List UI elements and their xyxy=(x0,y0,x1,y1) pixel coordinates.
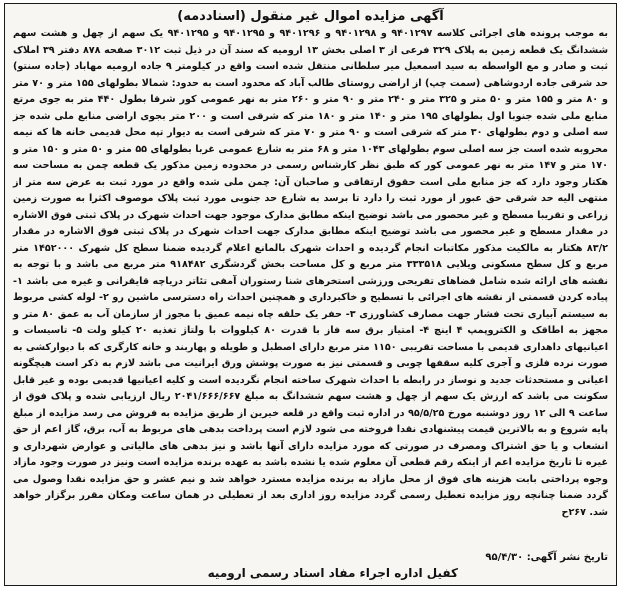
publish-date-label: تاریخ نشر آگهی: xyxy=(526,552,608,563)
signature-line: کفیل اداره اجراء مفاد اسناد رسمی ارومیه xyxy=(207,566,458,580)
notice-body: به موجب پرونده های اجرائی کلاسه ۹۴۰۱۲۹۷ و ۹۴۰۱۲۹۸ و ۹۴۰۱۲۹۶ و ۹۴۰۱۲۹۵ و ۹۴۰۱۲۹۵ یک سهم از چهل و هشت سهم ششدانگ یک قطعه زمین به پلاک ۳۲۹ فرعی از ۳ اصلی بخش ۱۳ ارومیه که سند آن در ذیل ثبت ۳۰۱۲ صفحه ۸۷۸ دفتر ۳۹ املاک ثبت و صادر و مع الواسطه به سید اسمعیل میر سلطانی منتقل شده است واقع در کیلومتر ۹ جاده ارومیه مهاباد (جاده سنتو) حد شرقی جاده اردوشاهی (سمت چپ) از اراضی روستای طالب آباد که محدود است به حدود: شمالا بطولهای ۱۵۵ متر و ۷۰ متر و ۸۰ متر و ۱۵۵ متر و ۵۰ متر و ۳۲۵ متر و ۲۴۰ متر و ۹۰ متر و ۲۶۰ متر به نهر عمومی کور شرقا بطول ۴۴۰ متر به جوی مرتع منابع ملی شده جنوبا اول بطولهای ۱۹۵ متر و ۱۴۰ متر و ۱۸۰ متر که شرقی است و ۲۰۰ متر بجوی اراضی منابع ملی شده جز سه اصلی و دوم بطولهای ۳۰ متر که شرقی است و ۹۰ متر و ۷۰ متر که شرقی است به دیوار تپه محل قدیمی خانه ها که نیمه محروبه شده است جز سه اصلی سوم بطولهای ۱۰۴۳ متر و ۶۸ متر به شارع عمومی غربا بطولهای ۵۵ متر و ۵۰ متر و ۱۵۰ متر و ۱۷۰ متر و ۱۴۷ متر به نهر عمومی کور که طبق نظر کارشناس رسمی در محدوده زمین مذکور یک قطعه چمن به مساحت سه هکتار وجود دارد که جز منابع ملی است حقوق ارتفاقی و صاحبان آن: چمن ملی شده واقع در مورد ثبت به عرض سه متر از منتهی الیه حد شرقی حق عبور از مورد ثبت را دارد تا برسد به شارع حد جنوبی مورد ثبت پلاک موصوف اکثرا به صورت زمین زراعی و تقریبا مسطح و غیر محصور می باشد توضیح اینکه مطابق مدارک موجود جهت احداث شهرک در پلاک ثبتی فوق الاشاره در مقدار مسطح و غیر محصور می باشد توضیح اینکه مطابق مدارک جهت احداث شهرک در پلاک ثبتی فوق الاشاره در مقدار ۸۳/۲ هکتار به مالکیت مذکور مکاتبات انجام گردیده و احداث شهرک بالمانع اعلام گردیده ضمنا سطح کل شهرک ۱۴۵۲۰۰۰ متر مربع و کل سطح مسکونی ویلایی ۳۳۳۵۱۸ متر مربع و کل مساحت بخش گردشگری ۹۱۸۴۸۲ متر مربع می باشد و با توجه به نقشه های ارائه شده شامل فضاهای تفریحی ورزشی استخرهای شنا رستوران آمفی تئاتر دریاچه قایقرانی و غیره می باشد ۱- پیاده کردن قسمتی از نقشه های اجرائی با تسطیح و خاکبرداری و همچنین احداث راه دسترسی ماشین رو ۲- لوله کشی مربوط به سیستم آبیاری تحت فشار جهت مصارف کشاورزی ۳- حفر یک حلقه چاه نیمه عمیق با مجوز از سازمان آب به عمق ۸۰ متر و مجهز به اطاقک و الکتروپمپ ۴ اینچ ۴- امتیاز برق سه فاز با قدرت ۸۰ کیلووات با ولتاژ تغذیه ۲۰ کیلو ولت ۵- تاسیسات و اعیانیهای داهداری قدیمی با مساحت تقریبی ۱۱۵۰ متر مربع دارای اصطبل و طویله و پهاربند و خانه کارگری که با دیوارکشی به صورت نرده فلزی و آجری کلیه سقفها چوبی و قسمتی نیز به صورت پوشش ورق ایرانیت می باشد لازم به ذکر است هیچگونه اعیانی و مستحدثات جدید و نوساز در رابطه با احداث شهرک ساخته انجام نگردیده است و کلیه اعیانیها قدیمی بوده و غیر قابل سکونت می باشد که ارزش یک سهم از چهل و هشت سهم ششدانگ به مبلغ ۲۰۴۱/۶۶۶/۶۶۷ ریال ارزیابی شده و پلاک فوق از ساعت ۹ الی ۱۲ روز دوشنبه مورخ ۹۵/۵/۲۵ در اداره ثبت واقع در قلعه خیرین از طریق مزایده به فروش می رسد مزایده از مبلغ پایه شروع و به بالاترین قیمت پیشنهادی نقدا فروخته می شود لازم است پرداخت بدهی های مربوط به آب، برق، گاز اعم از حق انشعاب و یا حق اشتراک ومصرف در صورتی که مورد مزایده دارای آنها باشد و نیز بدهی های مالیاتی و عوارض شهرداری و غیره تا تاریخ مزایده اعم از اینکه رقم قطعی آن معلوم شده یا نشده باشد به عهده برنده مزایده است ونیز در صورت وجود مازاد وجوه پرداختی بابت هزینه های فوق از محل مازاد به برنده مزایده مسترد خواهد شد و نیم عشر و حق مزایده نقدا وصول می گردد ضمنا چنانچه روز مزایده تعطیل رسمی گردد مزایده روز اداری بعد از تعطیلی در همان ساعت ومکان مقرر برگزار خواهد شد. ۲۶۷ح xyxy=(13,28,609,518)
publish-date-line xyxy=(13,550,608,565)
notice-title: آگهی مزایده اموال غیر منقول (اسناد‌دمه) xyxy=(177,9,444,24)
auction-notice xyxy=(4,3,617,586)
notice-footer xyxy=(13,550,608,581)
publish-date-value: ۹۵/۴/۳۰ xyxy=(485,552,524,563)
